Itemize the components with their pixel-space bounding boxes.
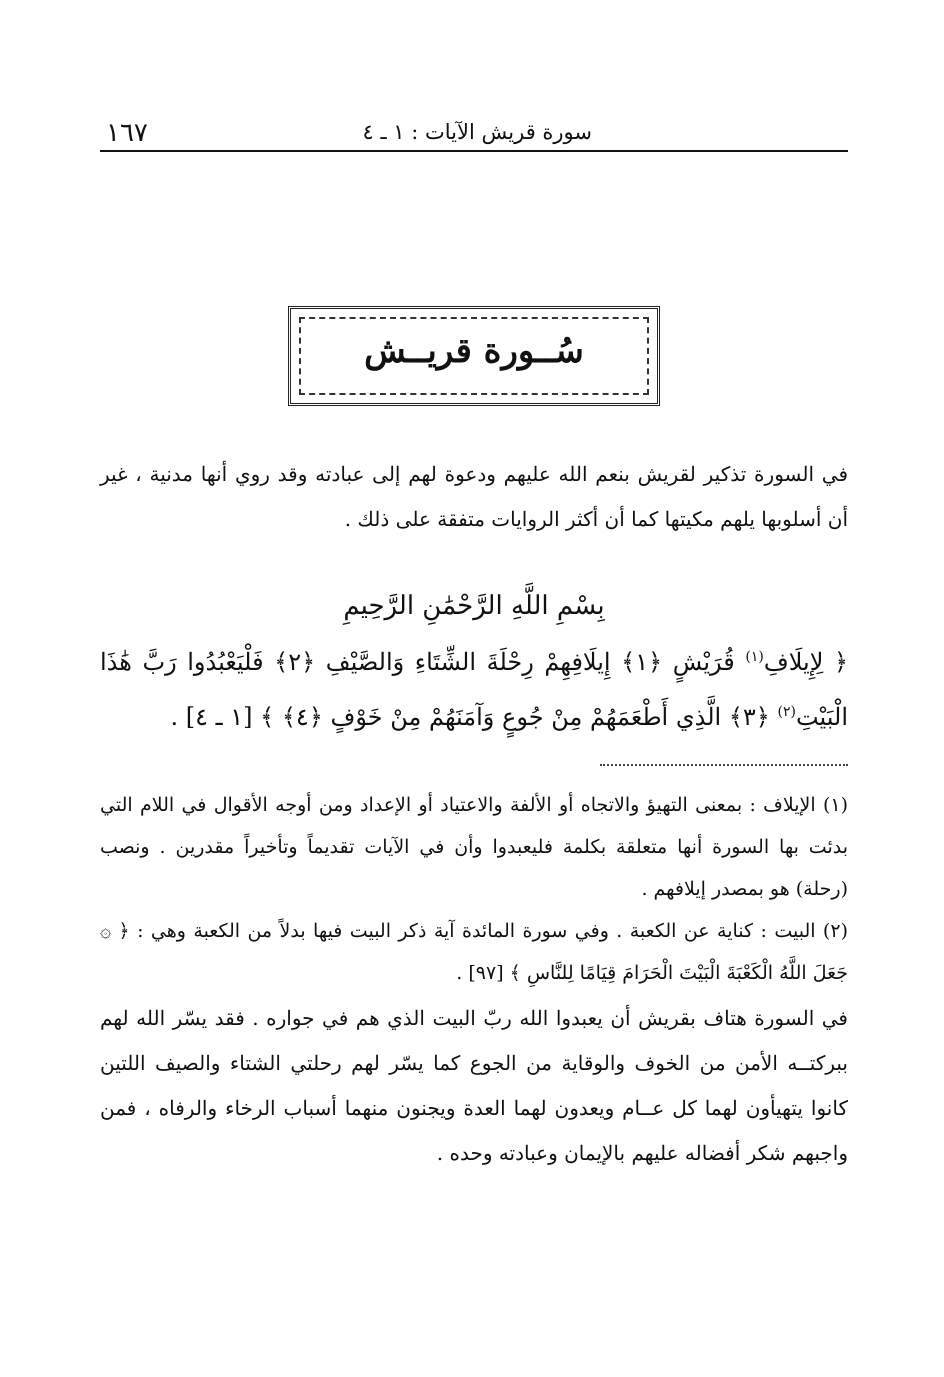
surah-title: سُــورة قريــش: [364, 331, 584, 371]
header-divider: [100, 150, 848, 152]
basmala: بِسْمِ اللَّهِ الرَّحْمَٰنِ الرَّحِيمِ: [343, 591, 605, 621]
verse-text-3: ﴿٣﴾ الَّذِي أَطْعَمَهُمْ مِنْ جُوعٍ وَآمَنَهُمْ مِنْ خَوْفٍ ﴿٤﴾ ﴾ [١ ـ ٤] .: [170, 703, 770, 731]
intro-paragraph: في السورة تذكير لقريش بنعم الله عليهم ودعوة لهم إلى عبادته وقد روي أنها مدنية ، غير أن أسلوبها يلهم مكيتها كما أن أكثر الروايات متفقة على ذلك .: [100, 462, 848, 531]
running-title: سورة قريش الآيات : ١ ـ ٤: [362, 120, 592, 144]
verse-text-1: ﴿ لِإِيلَافِ: [763, 648, 849, 676]
verse-text-2: قُرَيْشٍ ﴿١﴾ إِيلَافِهِمْ رِحْلَةَ الشِّتَاءِ وَالصَّيْفِ ﴿٢﴾ فَلْيَعْبُدُوا رَبَّ هَٰذَا الْبَيْتِ: [100, 648, 848, 731]
quran-verses: [100, 632, 848, 742]
footnote-2: (٢) البيت : كناية عن الكعبة . وفي سورة المائدة آية ذكر البيت فيها بدلاً من الكعبة وهي : ﴿ ۞ جَعَلَ اللَّهُ الْكَعْبَةَ الْبَيْتَ الْحَرَامَ قِيَامًا لِلنَّاسِ ﴾ [٩٧] .: [100, 920, 848, 984]
footnote-mark-1: (١): [745, 649, 764, 665]
commentary-paragraph: في السورة هتاف بقريش أن يعبدوا الله ربّ البيت الذي هم في جواره . فقد يسّر الله لهم ببركتــه الأمن من الخوف والوقاية من الجوع كما يسّر لهم رحلتي الشتاء والصيف اللتين كانوا يتهيأون لهما كل عــام ويعدون لهما العدة ويجنون منهما أسباب الرخاء والرفاه ، فمن واجبهم شكر أفضاله عليهم بالإيمان وعبادته وحده .: [100, 1006, 848, 1165]
page-header: [100, 112, 848, 152]
footnote-1: (١) الإيلاف : بمعنى التهيؤ والاتجاه أو الألفة والاعتياد أو الإعداد ومن أوجه الأقوال في اللام التي بدئت بها السورة أنها متعلقة بكلمة فليعبدوا وأن في الآيات تقديماً وتأخيراً مقدرين . ونصب (رحلة) هو بمصدر إيلافهم .: [100, 794, 848, 900]
footnote-separator: [600, 764, 848, 766]
footnote-mark-2: (٢): [777, 704, 796, 720]
surah-title-frame: [288, 306, 660, 406]
page-number: ١٦٧: [106, 118, 148, 148]
